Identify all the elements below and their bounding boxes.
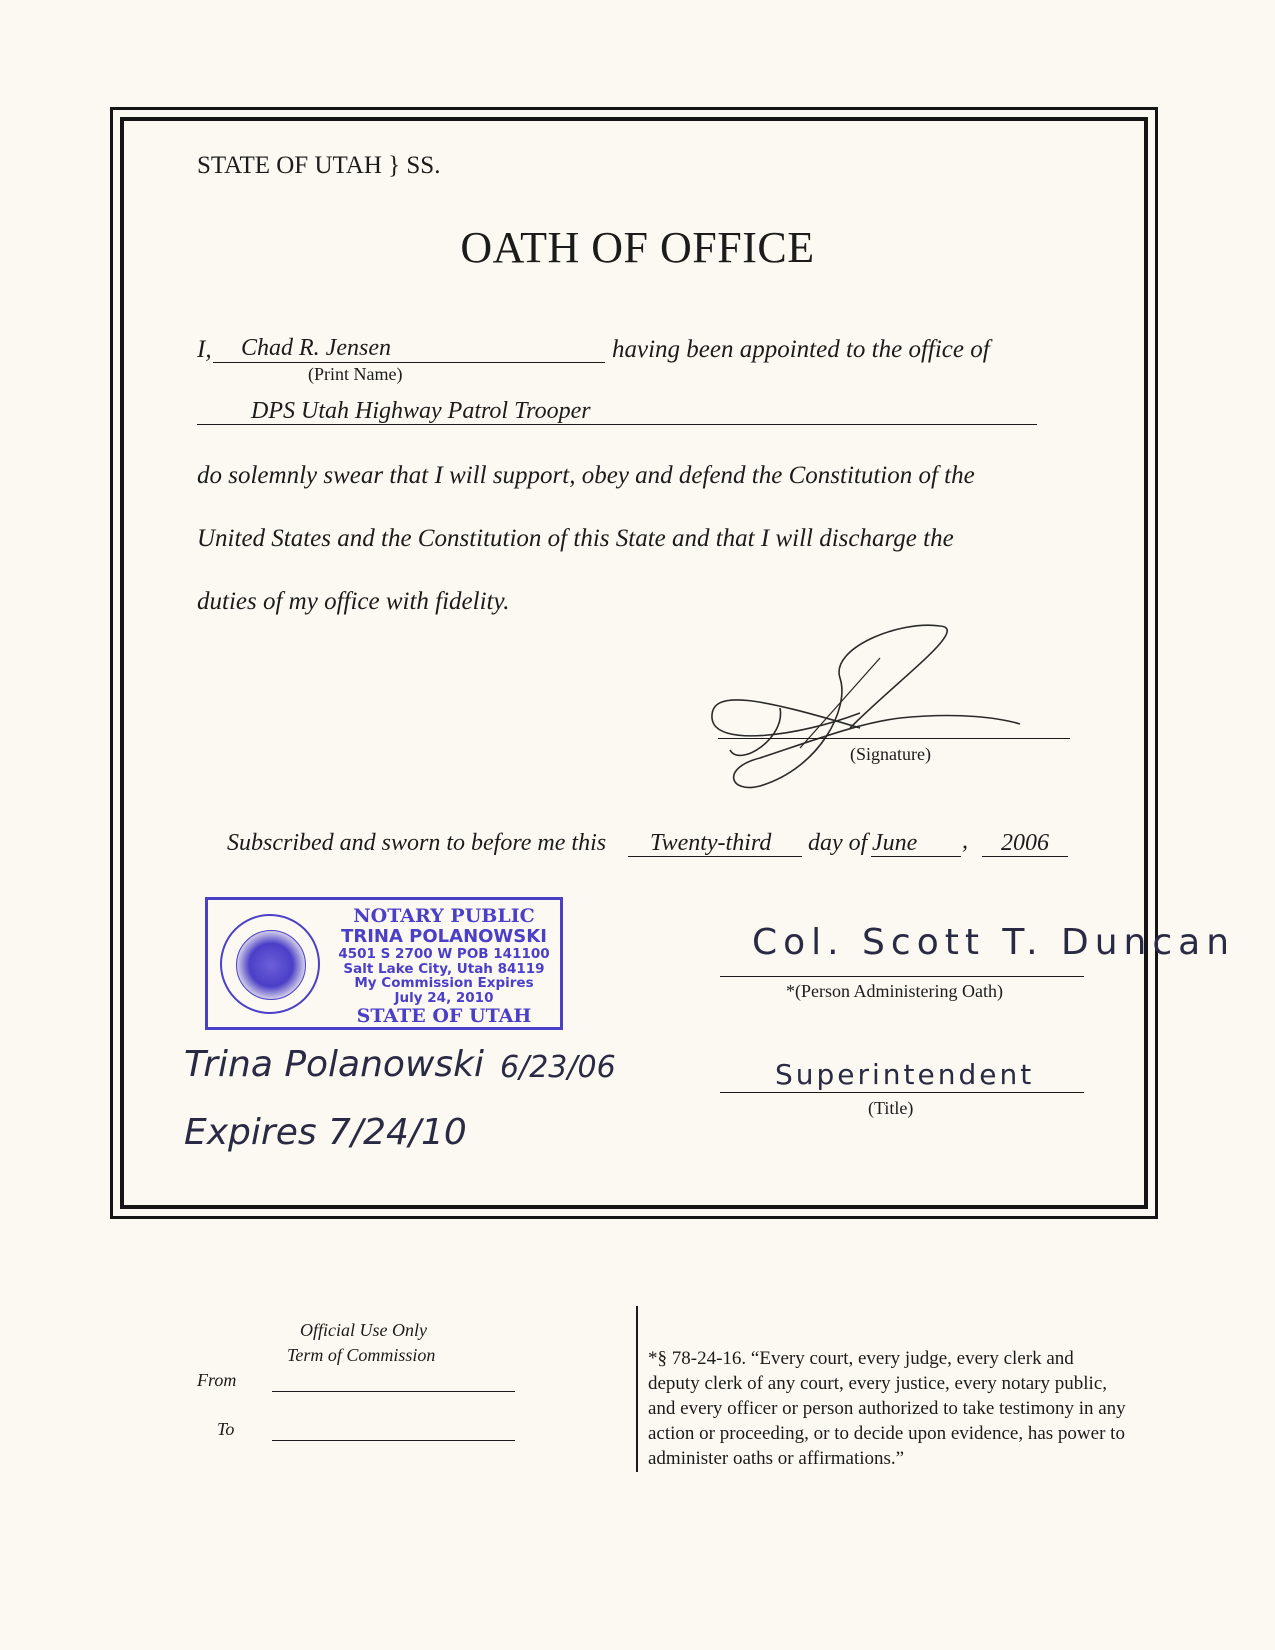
stamp-line-2: TRINA POLANOWSKI: [341, 925, 547, 947]
statute-note: *§ 78-24-16. “Every court, every judge, every clerk and deputy clerk of any court, every justice, every notary public, and every officer or person authorized to take testimony in any action or proceeding, or to decide upon evidence, has power to administer oaths or affirmations.”: [648, 1348, 1126, 1469]
sworn-day: Twenty-third: [650, 830, 772, 856]
sworn-year: 2006: [1001, 830, 1049, 856]
administering-caption: *(Person Administering Oath): [786, 981, 1003, 1001]
oath-line-1: do solemnly swear that I will support, obey and defend the Constitution of the: [197, 462, 975, 489]
seal-emblem-icon: [236, 930, 306, 1000]
term-of-commission-heading: Term of Commission: [287, 1345, 436, 1365]
state-seal-icon: [220, 914, 320, 1014]
name-underline: [213, 362, 605, 363]
stamp-text: [326, 906, 562, 1027]
venue-line: STATE OF UTAH } SS.: [197, 152, 441, 179]
oath-signature: [700, 618, 1080, 798]
official-use-heading: Official Use Only: [300, 1320, 427, 1340]
notary-signature: Trina Polanowski: [184, 1044, 485, 1085]
stamp-line-7: STATE OF UTAH: [356, 1005, 532, 1028]
title-line: [720, 1092, 1084, 1093]
signature-caption: (Signature): [850, 744, 931, 764]
print-name-caption: (Print Name): [308, 364, 403, 384]
sworn-comma: ,: [962, 828, 968, 854]
from-label: From: [197, 1370, 237, 1390]
notary-sign-date: 6/23/06: [500, 1050, 616, 1085]
stamp-line-4: Salt Lake City, Utah 84119: [343, 960, 545, 977]
sworn-prefix: Subscribed and sworn to before me this: [227, 830, 607, 856]
vertical-divider: [636, 1306, 638, 1472]
sworn-day-of: day of: [808, 830, 868, 856]
notary-stamp: [205, 897, 563, 1030]
title-caption: (Title): [868, 1098, 914, 1118]
title-handwritten: Superintendent: [775, 1058, 1035, 1091]
to-field-line[interactable]: [272, 1440, 515, 1441]
signature-line: [718, 738, 1070, 739]
office-value: DPS Utah Highway Patrol Trooper: [251, 398, 591, 424]
administering-line: [720, 976, 1084, 977]
notary-expires-note: Expires 7/24/10: [184, 1112, 467, 1153]
stamp-line-5: My Commission Expires: [354, 975, 534, 992]
to-label: To: [217, 1419, 235, 1439]
stamp-line-6: July 24, 2010: [394, 990, 494, 1007]
stamp-line-3: 4501 S 2700 W POB 141100: [338, 945, 550, 962]
oath-line-2: United States and the Constitution of this State and that I will discharge the: [197, 525, 954, 552]
appointed-text: having been appointed to the office of: [612, 336, 990, 363]
administering-signature: Col. Scott T. Duncan: [752, 922, 1236, 963]
oath-line-3: duties of my office with fidelity.: [197, 588, 510, 615]
print-name-value: Chad R. Jensen: [241, 335, 391, 361]
from-field-line[interactable]: [272, 1391, 515, 1392]
document-title: OATH OF OFFICE: [460, 223, 815, 272]
oath-pronoun: I,: [197, 336, 212, 363]
stamp-line-1: NOTARY PUBLIC: [353, 905, 535, 927]
sworn-month: June: [872, 830, 918, 856]
